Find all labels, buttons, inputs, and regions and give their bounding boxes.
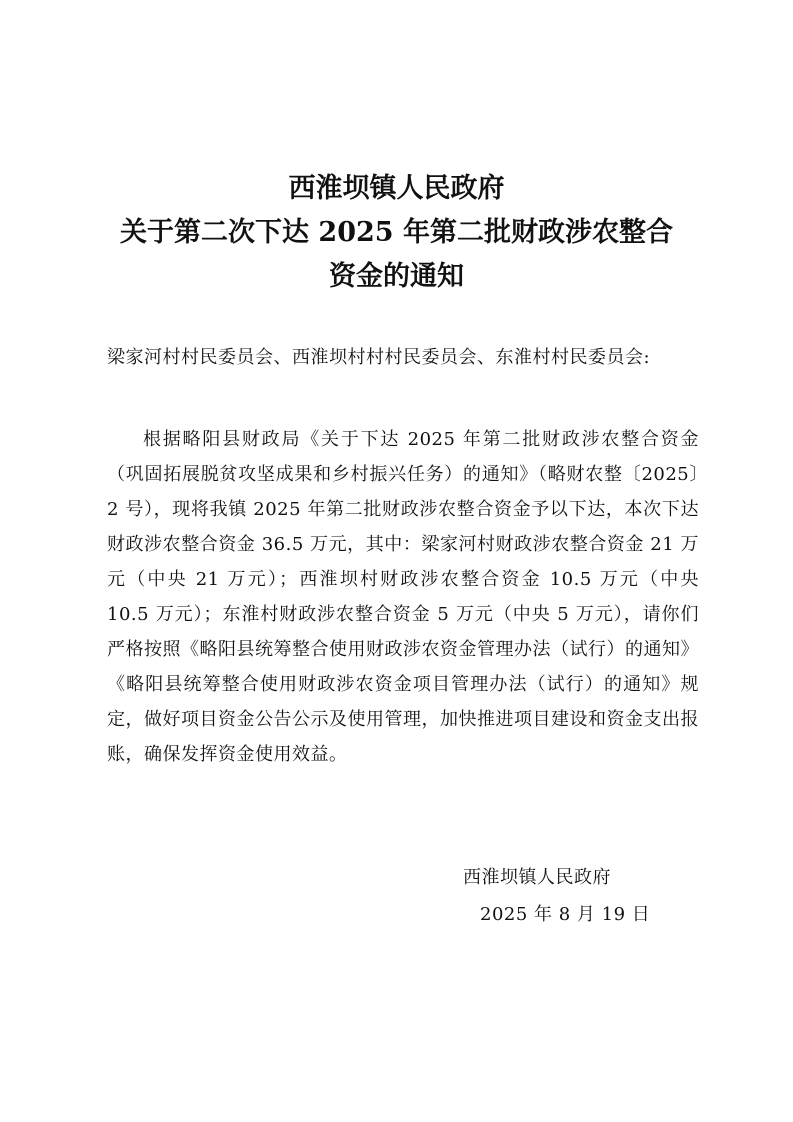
issue-date: 2025 年 8 月 19 日 bbox=[480, 904, 651, 925]
document-title-line2: 关于第二次下达 2025 年第二批财政涉农整合 bbox=[120, 217, 673, 248]
addressee: 梁家河村村民委员会、西淮坝村村村民委员会、东淮村村民委员会: bbox=[107, 347, 651, 368]
document-title-line1: 西淮坝镇人民政府 bbox=[288, 173, 505, 204]
body-paragraph: 根据略阳县财政局《关于下达 2025 年第二批财政涉农整合资金（巩固拓展脱贫攻坚成果和乡村振兴任务）的通知》（略财农整〔2025〕2 号），现将我镇 2025 年第二批财政涉农整合资金予以下达，本次下达财政涉农整合资金 36.5 万元，其中：梁家河村财政涉农整合资金 21 万元（中央 21 万元）；西淮坝村财政涉农整合资金 10.5 万元（中央 10.5 万元）；东淮村财政涉农整合资金 5 万元（中央 5 万元），请你们严格按照《略阳县统筹整合使用财政涉农资金管理办法（试行）的通知》《略阳县统筹整合使用财政涉农资金项目管理办法（试行）的通知》规定，做好项目资金公告公示及使用管理，加快推进项目建设和资金支出报账，确保发挥资金使用效益。 bbox=[107, 429, 699, 765]
signature: 西淮坝镇人民政府 bbox=[463, 867, 611, 888]
document-title-line3: 资金的通知 bbox=[329, 261, 464, 292]
